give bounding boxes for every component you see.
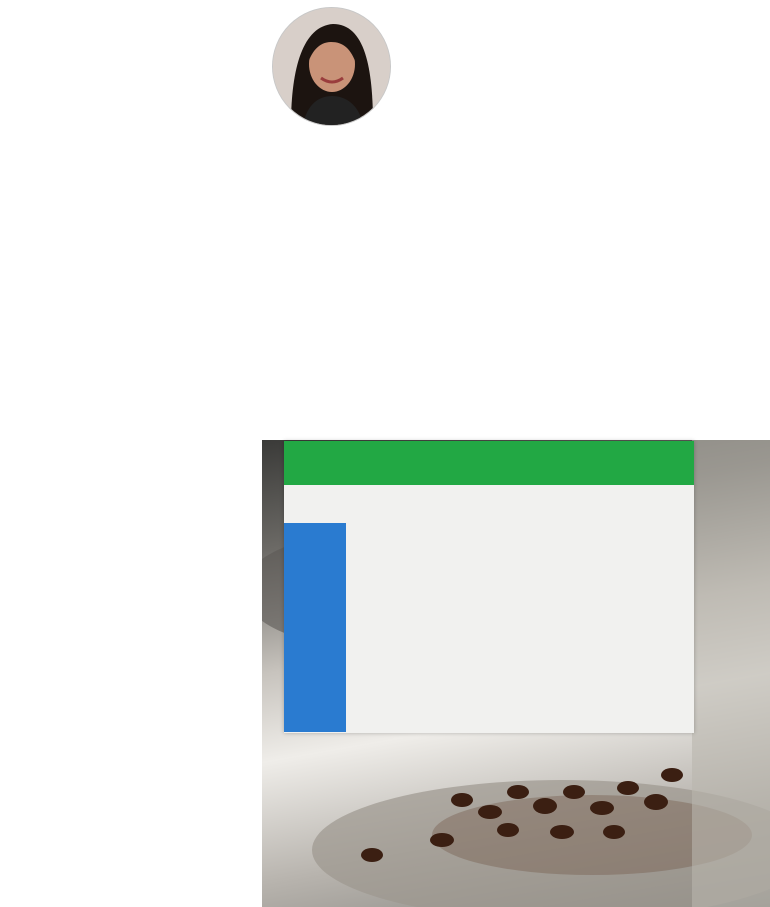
group-label-pump: [284, 637, 346, 732]
person-portrait-icon: [273, 8, 390, 125]
portrait-photo: [272, 7, 391, 126]
price-band-table: [284, 441, 694, 733]
group-label-single-serve: [284, 523, 346, 637]
table-title: [284, 441, 694, 448]
table-title-bar: [284, 441, 694, 485]
article-column-left: [37, 58, 241, 82]
